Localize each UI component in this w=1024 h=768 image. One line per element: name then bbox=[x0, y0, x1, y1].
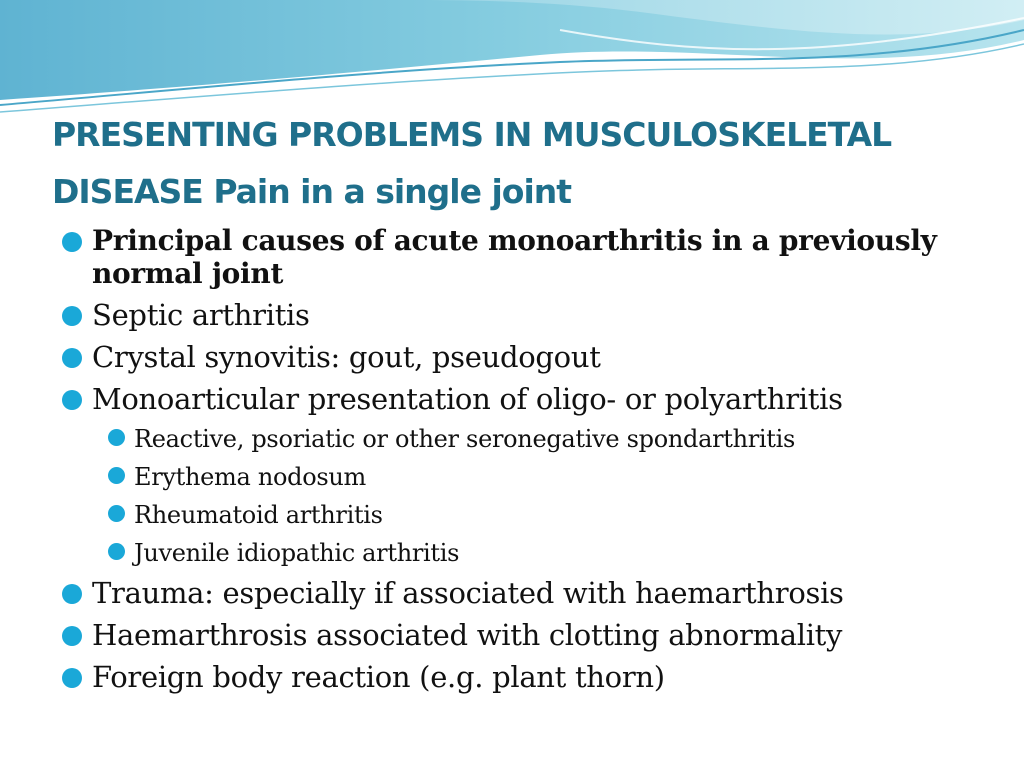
list-item-text: Monoarticular presentation of oligo- or polyarthritis bbox=[92, 382, 843, 416]
list-item-text: Reactive, psoriatic or other seronegative spondarthritis bbox=[134, 425, 796, 453]
sub-list-item bbox=[58, 424, 998, 454]
list-item-text: Septic arthritis bbox=[92, 298, 310, 332]
slide-title: PRESENTING PROBLEMS IN MUSCULOSKELETAL DISEASE Pain in a single joint bbox=[52, 115, 892, 211]
list-item bbox=[58, 576, 998, 611]
list-item bbox=[58, 618, 998, 653]
bullet-icon bbox=[62, 584, 82, 604]
list-item bbox=[58, 340, 998, 375]
bullet-icon bbox=[62, 626, 82, 646]
list-item-text: Principal causes of acute monoarthritis in a previously normal joint bbox=[92, 224, 937, 290]
list-item-text: Foreign body reaction (e.g. plant thorn) bbox=[92, 660, 665, 694]
bullet-icon bbox=[62, 668, 82, 688]
sub-list-item bbox=[58, 538, 998, 568]
bullet-icon bbox=[62, 306, 82, 326]
list-item-text: Haemarthrosis associated with clotting abnormality bbox=[92, 618, 843, 652]
list-item bbox=[58, 660, 998, 695]
bullet-icon bbox=[108, 467, 125, 484]
bullet-icon bbox=[108, 543, 125, 560]
sub-list-item bbox=[58, 462, 998, 492]
list-item bbox=[58, 298, 998, 333]
list-item-text: Juvenile idiopathic arthritis bbox=[134, 539, 460, 567]
bullet-icon bbox=[62, 390, 82, 410]
list-item-text: Erythema nodosum bbox=[134, 463, 367, 491]
bullet-icon bbox=[62, 232, 82, 252]
list-item-text: Trauma: especially if associated with haemarthrosis bbox=[92, 576, 844, 610]
sub-list-item bbox=[58, 500, 998, 530]
bullet-list bbox=[58, 224, 998, 702]
list-item-text: Crystal synovitis: gout, pseudogout bbox=[92, 340, 601, 374]
bullet-icon bbox=[108, 429, 125, 446]
bullet-icon bbox=[62, 348, 82, 368]
list-item-text: Rheumatoid arthritis bbox=[134, 501, 383, 529]
list-item bbox=[58, 224, 998, 290]
bullet-icon bbox=[108, 505, 125, 522]
list-item bbox=[58, 382, 998, 417]
